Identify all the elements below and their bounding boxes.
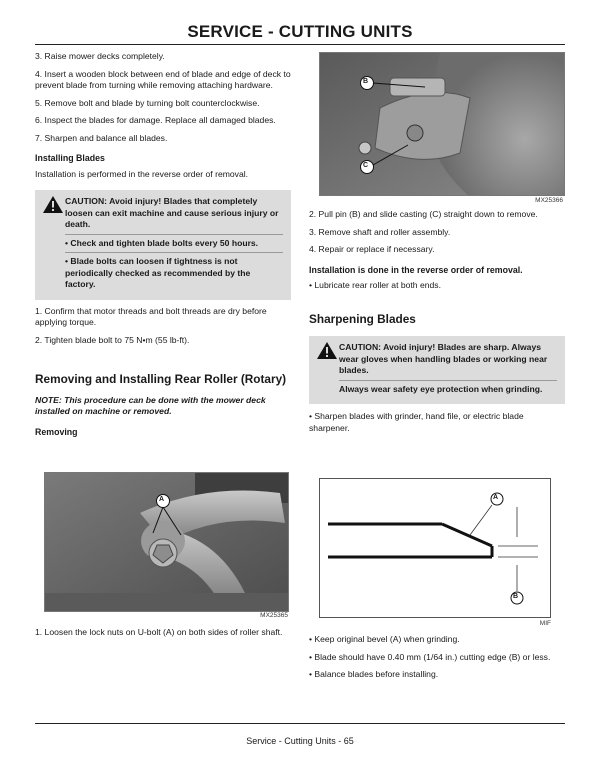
- roller-pin-photo: [319, 52, 565, 196]
- caution-divider: [65, 252, 283, 253]
- blade-bevel-diagram: [319, 478, 551, 618]
- warning-triangle-icon: [317, 342, 339, 398]
- callout-a: A: [493, 494, 499, 501]
- callout-a: A: [159, 496, 165, 503]
- callout-b: B: [363, 78, 369, 85]
- step-loosen-nuts: 1. Loosen the lock nuts on U-bolt (A) on both sides of roller shaft.: [35, 627, 283, 637]
- sharpen-text: • Sharpen blades with grinder, hand file, or electric blade sharpener.: [309, 411, 524, 433]
- photo-caption: MX25365: [260, 612, 288, 619]
- warning-triangle-icon: [43, 196, 65, 294]
- right-column-bottom: [309, 634, 565, 687]
- caution-divider: [65, 234, 283, 235]
- step-7: 7. Sharpen and balance all blades.: [35, 132, 168, 143]
- photo-caption: MX25366: [535, 197, 563, 204]
- step-4: 4. Insert a wooden block between end of blade and edge of deck to prevent blade from turning while removing attaching hardware.: [35, 68, 291, 90]
- step-repair: 4. Repair or replace if necessary.: [309, 244, 435, 254]
- caution-divider: [339, 380, 557, 381]
- removing-heading: Removing: [35, 426, 78, 437]
- caution-text: CAUTION: Avoid injury! Blades that completely loosen can exit machine and cause serious injury or death.: [65, 196, 279, 229]
- callout-c: C: [363, 162, 369, 169]
- step-tighten-bolt: 2. Tighten blade bolt to 75 N•m (55 lb-ft).: [35, 334, 190, 345]
- bullet-balance: • Balance blades before installing.: [309, 669, 439, 679]
- left-column-bottom: [35, 627, 291, 645]
- bullet-cutting-edge: • Blade should have 0.40 mm (1/64 in.) cutting edge (B) or less.: [309, 651, 551, 662]
- callout-b: B: [513, 593, 519, 600]
- step-5: 5. Remove bolt and blade by turning bolt counterclockwise.: [35, 97, 260, 108]
- right-column: [309, 209, 565, 440]
- lubricate-text: • Lubricate rear roller at both ends.: [309, 280, 441, 290]
- caution-eye-protection: Always wear safety eye protection when grinding.: [339, 383, 543, 394]
- step-6: 6. Inspect the blades for damage. Replace all damaged blades.: [35, 115, 276, 125]
- caution-box-blades: [35, 190, 291, 300]
- diagram-caption: MIF: [539, 620, 551, 627]
- installing-blades-heading: Installing Blades: [35, 153, 105, 163]
- rear-roller-heading: Removing and Installing Rear Roller (Rotary): [35, 372, 287, 386]
- step-3: 3. Raise mower decks completely.: [35, 51, 165, 61]
- bullet-keep-bevel: • Keep original bevel (A) when grinding.: [309, 634, 460, 644]
- step-pull-pin: 2. Pull pin (B) and slide casting (C) straight down to remove.: [309, 209, 538, 219]
- left-column: [35, 51, 291, 442]
- note-text: NOTE: This procedure can be done with the mower deck installed on machine or removed.: [35, 394, 266, 416]
- header-rule: [35, 44, 565, 45]
- sharpening-heading: Sharpening Blades: [309, 311, 416, 326]
- page-footer: Service - Cutting Units - 65: [246, 736, 354, 746]
- caution-text: CAUTION: Avoid injury! Blades are sharp. Always wear gloves when handling blades or working near blades.: [339, 342, 548, 375]
- page-title: SERVICE - CUTTING UNITS: [187, 22, 413, 41]
- caution-box-sharp: [309, 336, 565, 404]
- caution-bolts-loosen: • Blade bolts can loosen if tightness is not periodically checked as recommended by the factory.: [65, 256, 251, 289]
- step-remove-shaft: 3. Remove shaft and roller assembly.: [309, 226, 451, 237]
- install-reverse-heading: Installation is done in the reverse order of removal.: [309, 264, 523, 275]
- roller-ubolt-photo: [44, 472, 289, 612]
- installing-blades-text: Installation is performed in the reverse order of removal.: [35, 168, 249, 179]
- caution-check-bolts: • Check and tighten blade bolts every 50 hours.: [65, 237, 259, 248]
- footer-rule: [35, 723, 565, 724]
- step-confirm-threads: 1. Confirm that motor threads and bolt threads are dry before applying torque.: [35, 305, 267, 327]
